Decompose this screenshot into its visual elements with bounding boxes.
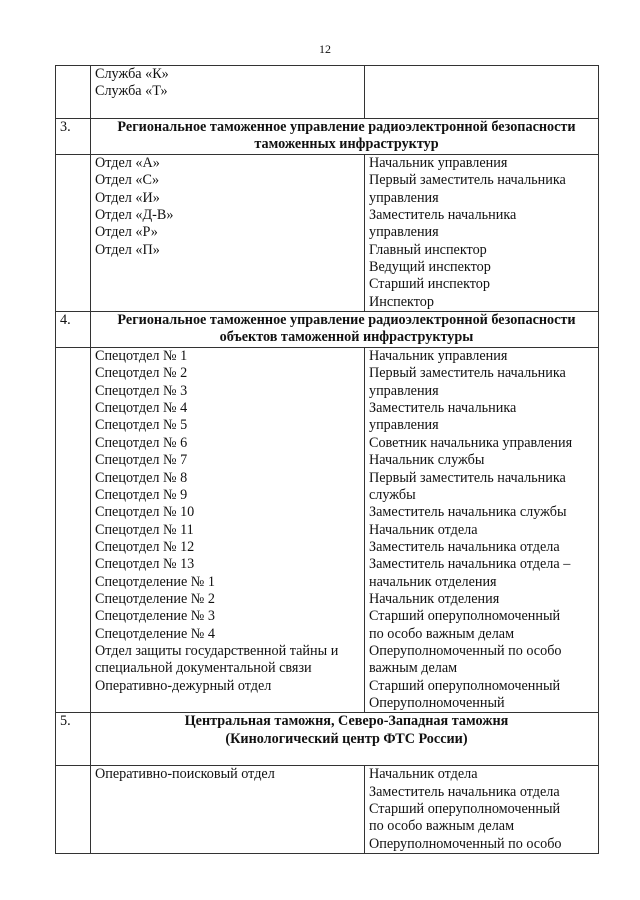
position-item: Старший инспектор [369,276,490,293]
department-item: специальной документальной связи [95,660,312,677]
position-item: Оперуполномоченный [369,694,505,711]
department-item: Спецотдел № 13 [95,556,195,573]
department-item: Оперативно-поисковый отдел [95,766,275,783]
section-number: 5. [56,713,91,766]
positions-table [55,65,599,854]
position-item: начальник отделения [369,573,497,590]
section-title-line: Региональное таможенное управление радиоэлектронной безопасности [117,312,576,329]
section-body-row [56,348,599,713]
position-item: Старший оперуполномоченный [369,801,561,817]
section-body-row [56,155,599,312]
position-item: Начальник службы [369,452,485,469]
departments-cell [91,66,365,119]
position-item: управления [369,382,439,399]
position-item: Заместитель начальника отдела [369,538,560,555]
department-item: Спецотделение № 3 [95,608,215,625]
position-item: Оперуполномоченный по особо [369,835,562,852]
department-item: Отдел «С» [95,172,160,189]
section-title [91,119,599,155]
department-item: Отдел «П» [95,241,160,258]
department-item: Спецотдел № 10 [95,504,195,521]
position-item: Советник начальника управления [369,434,573,451]
department-item: Спецотдел № 9 [95,486,188,503]
section-body-row [56,766,599,854]
position-item: Начальник управления [369,348,508,365]
department-item: Служба «К» [95,66,169,82]
position-item: важным делам [369,660,458,677]
departments-cell [91,155,365,312]
department-item: Отдел «А» [95,155,160,171]
position-item: Заместитель начальника [369,207,517,224]
department-item: Спецотделение № 4 [95,625,215,642]
positions-cell [365,766,599,854]
department-item: Отдел защиты государственной тайны и [95,642,339,659]
page-number: 12 [319,42,331,56]
section-title-line: (Кинологический центр ФТС России) [225,730,468,747]
position-item: управления [369,417,439,434]
position-item: Первый заместитель начальника [369,172,566,189]
position-item: Старший оперуполномоченный [369,677,561,694]
position-item: Заместитель начальника [369,400,517,417]
department-item: Спецотдел № 6 [95,434,188,451]
section-header-row [56,119,599,155]
department-item: Спецотдел № 2 [95,365,188,382]
row-number-cell [56,348,91,713]
section-header-row [56,713,599,766]
position-item: Заместитель начальника отдела – [369,556,571,573]
department-item: Спецотдел № 8 [95,469,188,486]
department-item: Спецотдел № 7 [95,452,188,469]
section-header-row [56,312,599,348]
section-title-line: Региональное таможенное управление радиоэлектронной безопасности [117,119,576,135]
position-item: Начальник управления [369,155,508,171]
position-item: Оперуполномоченный по особо [369,642,562,659]
department-item: Оперативно-дежурный отдел [95,677,272,694]
position-item: Начальник отдела [369,521,478,538]
department-item: Спецотделение № 2 [95,590,215,607]
department-item: Спецотдел № 1 [95,348,188,365]
position-item: по особо важным делам [369,818,515,835]
row-number-cell [56,766,91,854]
section-number: 4. [56,312,91,348]
position-item: Первый заместитель начальника [369,469,566,486]
positions-cell [365,155,599,312]
section-number: 3. [56,119,91,155]
department-item: Отдел «Д-В» [95,207,174,224]
position-item: Начальник отделения [369,590,500,607]
position-item: управления [369,189,439,206]
table-row-continuation [56,66,599,119]
position-item: Первый заместитель начальника [369,365,566,382]
position-item: Ведущий инспектор [369,259,491,276]
position-item: Инспектор [369,293,434,310]
section-title-line: таможенных инфраструктур [254,136,439,153]
position-item: Главный инспектор [369,241,487,258]
department-item: Отдел «Р» [95,224,158,241]
section-title [91,312,599,348]
position-item: Заместитель начальника отдела [369,783,560,800]
department-item: Спецотдел № 5 [95,417,188,434]
section-title-line: Центральная таможня, Северо-Западная таможня [184,713,509,730]
positions-cell [365,348,599,713]
department-item: Спецотдел № 4 [95,400,188,417]
position-item: Заместитель начальника службы [369,504,567,521]
position-item: Старший оперуполномоченный [369,608,561,625]
department-item: Спецотделение № 1 [95,573,215,590]
position-item: Начальник отдела [369,766,478,783]
position-item: по особо важным делам [369,625,515,642]
row-number-cell [56,155,91,312]
section-title [91,713,599,766]
section-title-line: объектов таможенной инфраструктуры [219,329,474,346]
department-item: Служба «Т» [95,83,168,100]
department-item: Отдел «И» [95,189,160,206]
department-item: Спецотдел № 3 [95,382,188,399]
department-item: Спецотдел № 11 [95,521,194,538]
position-item: управления [369,224,439,241]
row-number-cell [56,66,91,119]
positions-cell [365,66,599,119]
departments-cell [91,766,365,854]
departments-cell [91,348,365,713]
position-item: службы [369,486,416,503]
department-item: Спецотдел № 12 [95,538,195,555]
